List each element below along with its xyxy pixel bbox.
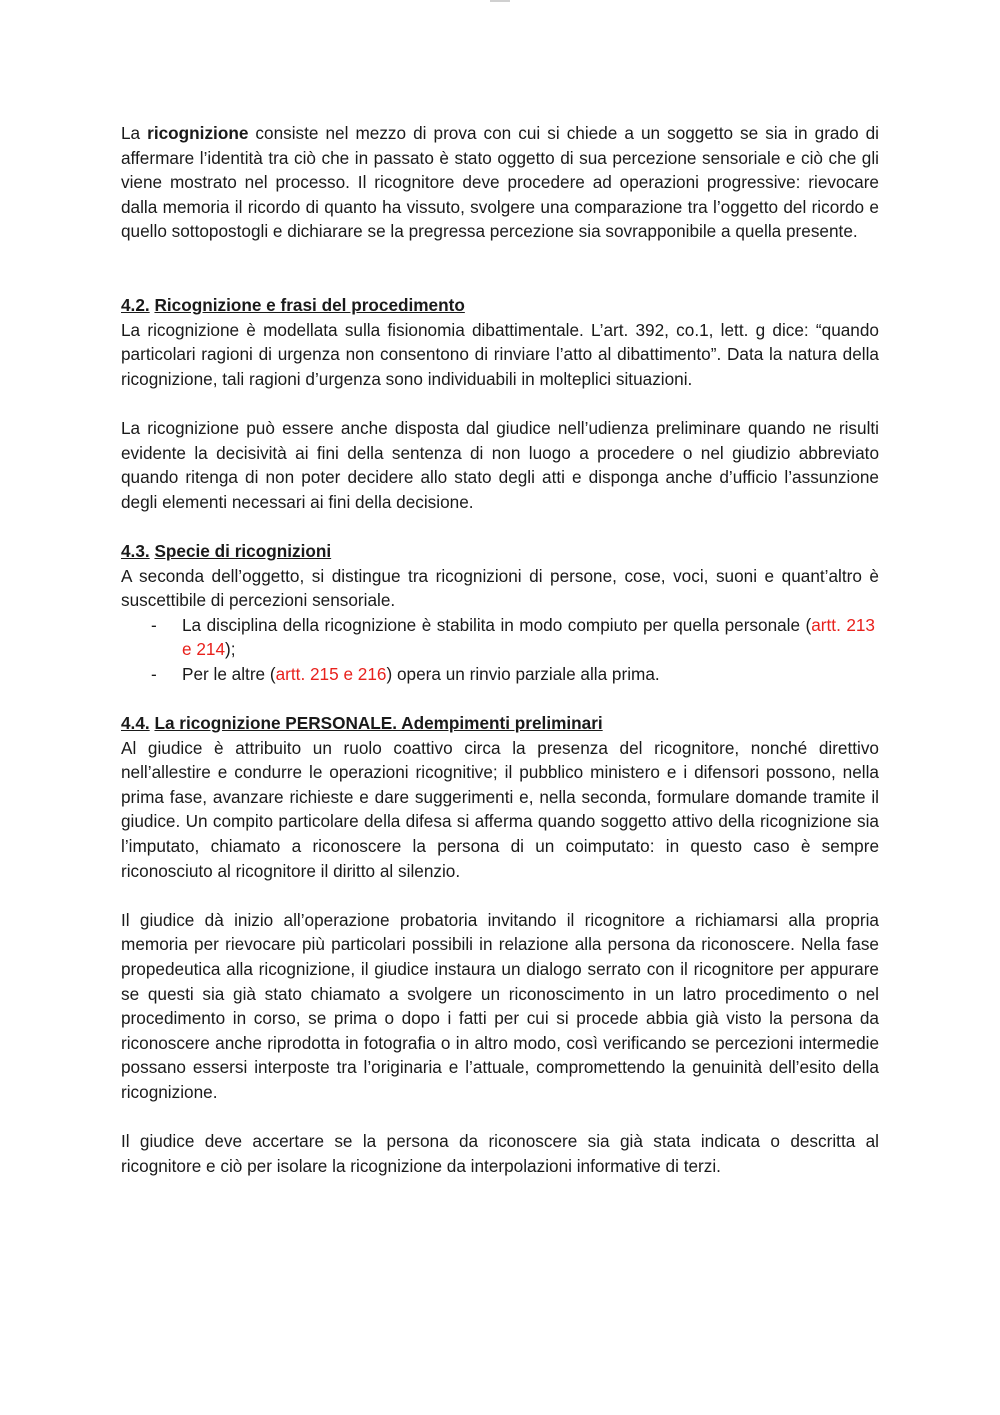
section-heading-4-4	[121, 711, 879, 736]
section-title: La ricognizione PERSONALE. Adempimenti preliminari	[154, 713, 603, 734]
spacer	[121, 514, 879, 539]
section-title: Specie di ricognizioni	[154, 540, 332, 561]
list-item	[121, 662, 875, 687]
intro-text-rest: consiste nel mezzo di prova con cui si chiede a un soggetto se sia in grado di affermare l’identità tra ciò che in passato è stato oggetto di sua percezione sensoriale e ciò che gli viene mostrato nel processo. Il ricognitore deve procedere ad operazioni progressive: rievocare dalla memoria il ricordo di quanto ha vissuto, svolgere una comparazione tra l’oggetto del ricordo e quello sottopostogli e dichiarare se la pregressa percezione sia sovrapponibile a quella presente.	[121, 123, 879, 242]
section-4-4-paragraph-1: Al giudice è attribuito un ruolo coattivo circa la presenza del ricognitore, nonché direttivo nell’allestire e condurre le operazioni ricognitive; il pubblico ministero e i difensori possono, nella prima fase, avanzare richieste e dare suggerimenti e, nella seconda, formulare domande tramite il giudice. Un compito particolare della difesa si afferma quando soggetto attivo della ricognizione sia l’imputato, chiamato a riconoscere la persona di un coimputato: in questo caso è sempre riconosciuto al ricognitore il diritto al silenzio.	[121, 737, 879, 881]
spacer	[121, 391, 879, 416]
spacer	[121, 883, 879, 908]
list-item-text: La disciplina della ricognizione è stabilita in modo compiuto per quella personale (	[182, 614, 812, 635]
intro-text-start: La	[121, 123, 148, 143]
section-number: 4.3.	[121, 540, 150, 561]
dash-bullet: -	[151, 663, 157, 684]
article-reference-link[interactable]: artt. 215 e 216	[275, 663, 387, 684]
section-4-4-paragraph-2: Il giudice dà inizio all’operazione probatoria invitando il ricognitore a richiamarsi alla propria memoria per rievocare più particolari possibili in relazione alla persona da riconoscere. Nella fase propedeutica alla ricognizione, il giudice instaura un dialogo serrato con il ricognitore per appurare se questi sia già stato chiamato a svolgere un riconoscimento in un latro procedimento o nel procedimento in corso, se prima o dopo i fatti per cui si procede abbia già visto la persona da riconoscere anche riprodotta in fotografia o in altro modo, così verificando se percezioni intermedie possano essersi interposte tra l’originaria e l’attuale, compromettendo la genuinità dell’esito della ricognizione.	[121, 909, 879, 1102]
section-4-4-paragraph-3: Il giudice deve accertare se la persona da riconoscere sia già stata indicata o descritta al ricognitore e ciò per isolare la ricognizione da interpolazioni informative di terzi.	[121, 1131, 879, 1176]
article-reference-link[interactable]: artt. 213 e 214	[182, 614, 875, 660]
spacer	[121, 686, 879, 711]
section-heading-4-2	[121, 293, 879, 318]
spacer	[121, 1105, 879, 1130]
section-4-3-paragraph-1: A seconda dell’oggetto, si distingue tra ricognizioni di persone, cose, voci, suoni e quant’altro è suscettibile di percezioni sensoriale.	[121, 565, 879, 611]
list-item-text: Per le altre (	[182, 663, 276, 684]
list-item	[121, 613, 875, 662]
page-header-mark	[490, 0, 510, 2]
list-item-text-end: ) opera un rinvio parziale alla prima.	[386, 663, 660, 684]
intro-term: ricognizione	[147, 123, 249, 143]
section-4-2-paragraph-2: La ricognizione può essere anche disposta dal giudice nell’udienza preliminare quando ne risulti evidente la decisività ai fini della sentenza di non luogo a procedere o nel giudizio abbreviato quando ritenga di non poter decidere allo stato degli atti e disponga anche d’ufficio l’assunzione degli elementi necessari ai fini della decisione.	[121, 417, 879, 512]
intro-paragraph	[121, 121, 879, 244]
document-page	[121, 121, 879, 1178]
section-number: 4.2.	[121, 294, 150, 315]
dash-bullet: -	[151, 614, 157, 635]
list-item-text-end: );	[225, 639, 236, 660]
section-number: 4.4.	[121, 713, 150, 734]
section-4-2-paragraph-1: La ricognizione è modellata sulla fisionomia dibattimentale. L’art. 392, co.1, lett. g dice: “quando particolari ragioni di urgenza non consentono di rinviare l’atto al dibattimento”. Data la natura della ricognizione, tali ragioni d’urgenza sono individuabili in molteplici situazioni.	[121, 319, 879, 389]
section-4-3-list	[121, 613, 879, 687]
spacer	[121, 244, 879, 293]
section-title: Ricognizione e frasi del procedimento	[154, 294, 465, 315]
section-heading-4-3	[121, 539, 879, 564]
